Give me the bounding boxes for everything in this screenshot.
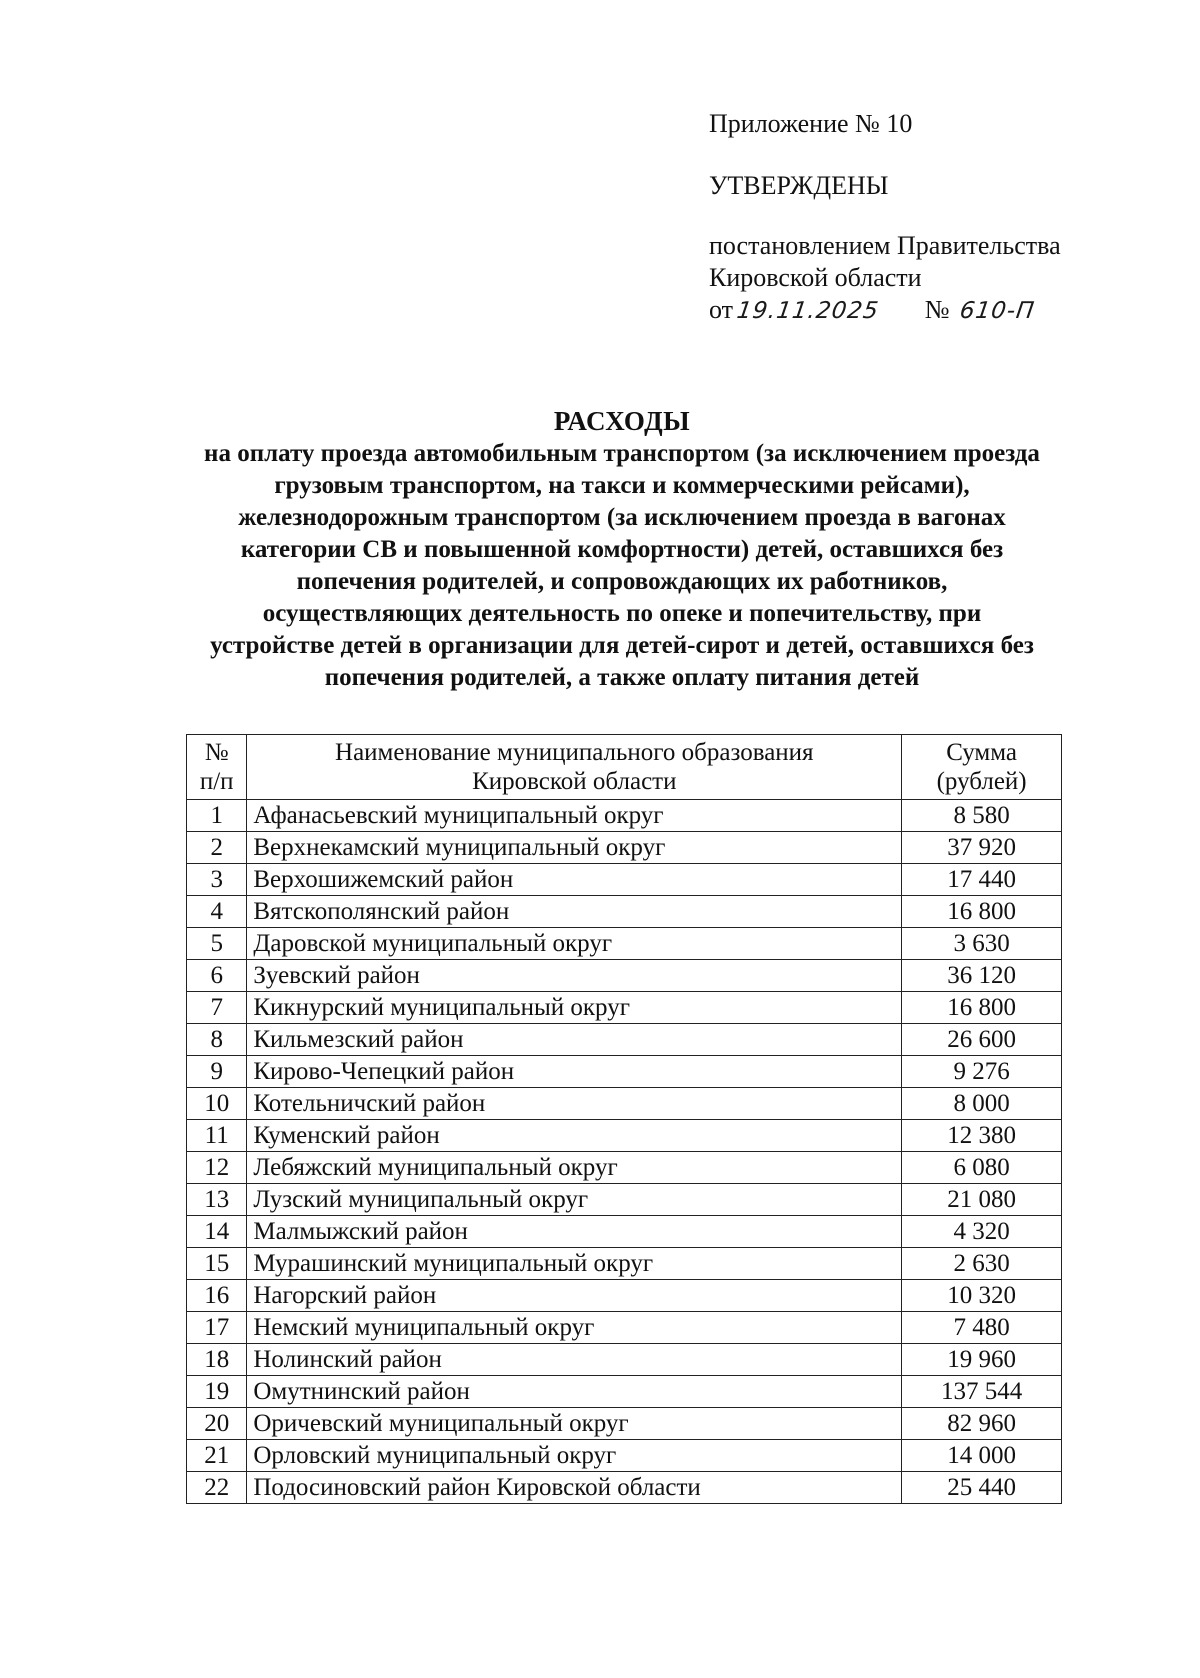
municipality-name: Афанасьевский муниципальный округ	[247, 800, 902, 832]
amount: 7 480	[902, 1312, 1062, 1344]
amount: 26 600	[902, 1024, 1062, 1056]
table-row	[187, 1344, 1062, 1376]
municipality-name: Лузский муниципальный округ	[247, 1184, 902, 1216]
table-row	[187, 1088, 1062, 1120]
amount: 19 960	[902, 1344, 1062, 1376]
amount: 9 276	[902, 1056, 1062, 1088]
approval-block	[709, 108, 1129, 327]
table-row	[187, 992, 1062, 1024]
table-row	[187, 864, 1062, 896]
document-title	[150, 404, 1094, 694]
table-row	[187, 928, 1062, 960]
municipality-name: Куменский район	[247, 1120, 902, 1152]
row-number: 21	[187, 1440, 247, 1472]
municipality-name: Кирово-Чепецкий район	[247, 1056, 902, 1088]
amount: 4 320	[902, 1216, 1062, 1248]
row-number: 20	[187, 1408, 247, 1440]
table-row	[187, 1184, 1062, 1216]
title-line: железнодорожным транспортом (за исключением проезда в вагонах	[238, 504, 1006, 531]
municipality-name: Кильмезский район	[247, 1024, 902, 1056]
title-line: устройстве детей в организации для детей-сирот и детей, оставшихся без	[210, 632, 1034, 659]
row-number: 3	[187, 864, 247, 896]
table-row	[187, 800, 1062, 832]
title-line: категории СВ и повышенной комфортности) детей, оставшихся без	[240, 536, 1004, 563]
title-line: попечения родителей, а также оплату питания детей	[324, 664, 920, 691]
municipality-name: Омутнинский район	[247, 1376, 902, 1408]
header-name: Наименование муниципального образования Кировской области	[247, 735, 902, 800]
municipality-name: Малмыжский район	[247, 1216, 902, 1248]
amount: 16 800	[902, 896, 1062, 928]
title-line: на оплату проезда автомобильным транспортом (за исключением проезда	[204, 440, 1040, 467]
row-number: 11	[187, 1120, 247, 1152]
header-number: № п/п	[187, 735, 247, 800]
row-number: 1	[187, 800, 247, 832]
row-number: 18	[187, 1344, 247, 1376]
municipality-name: Нагорский район	[247, 1280, 902, 1312]
municipality-name: Верхнекамский муниципальный округ	[247, 832, 902, 864]
row-number: 5	[187, 928, 247, 960]
amount: 10 320	[902, 1280, 1062, 1312]
table-row	[187, 896, 1062, 928]
row-number: 10	[187, 1088, 247, 1120]
amount: 36 120	[902, 960, 1062, 992]
amount: 2 630	[902, 1248, 1062, 1280]
row-number: 14	[187, 1216, 247, 1248]
row-number: 4	[187, 896, 247, 928]
amount: 12 380	[902, 1120, 1062, 1152]
municipality-name: Лебяжский муниципальный округ	[247, 1152, 902, 1184]
title-heading: РАСХОДЫ	[553, 406, 691, 436]
title-line: грузовым транспортом, на такси и коммерческими рейсами),	[274, 472, 970, 499]
row-number: 19	[187, 1376, 247, 1408]
table-row	[187, 1024, 1062, 1056]
table-row	[187, 1216, 1062, 1248]
amount: 21 080	[902, 1184, 1062, 1216]
municipality-name: Вятскополянский район	[247, 896, 902, 928]
table-row	[187, 1376, 1062, 1408]
amount: 25 440	[902, 1472, 1062, 1504]
amount: 16 800	[902, 992, 1062, 1024]
row-number: 7	[187, 992, 247, 1024]
municipality-name: Нолинский район	[247, 1344, 902, 1376]
row-number: 22	[187, 1472, 247, 1504]
amount: 3 630	[902, 928, 1062, 960]
table-row	[187, 1440, 1062, 1472]
header-sum: Сумма (рублей)	[902, 735, 1062, 800]
row-number: 15	[187, 1248, 247, 1280]
municipality-name: Кикнурский муниципальный округ	[247, 992, 902, 1024]
handwritten-date: 19.11.2025	[735, 298, 881, 324]
date-prefix: от	[709, 295, 734, 324]
row-number: 16	[187, 1280, 247, 1312]
table-row	[187, 832, 1062, 864]
amount: 6 080	[902, 1152, 1062, 1184]
row-number: 6	[187, 960, 247, 992]
row-number: 8	[187, 1024, 247, 1056]
appendix-number: Приложение № 10	[709, 109, 913, 138]
table-row	[187, 1312, 1062, 1344]
municipality-name: Орловский муниципальный округ	[247, 1440, 902, 1472]
title-line: осуществляющих деятельность по опеке и попечительству, при	[262, 600, 982, 627]
title-line: попечения родителей, и сопровождающих их работников,	[296, 568, 948, 595]
amount: 37 920	[902, 832, 1062, 864]
table-row	[187, 1056, 1062, 1088]
municipality-name: Мурашинский муниципальный округ	[247, 1248, 902, 1280]
amount: 8 000	[902, 1088, 1062, 1120]
amount: 8 580	[902, 800, 1062, 832]
municipality-name: Немский муниципальный округ	[247, 1312, 902, 1344]
municipality-name: Котельничский район	[247, 1088, 902, 1120]
table-row	[187, 1152, 1062, 1184]
amount: 137 544	[902, 1376, 1062, 1408]
resolution-line-1: постановлением Правительства	[709, 231, 1061, 260]
amount: 17 440	[902, 864, 1062, 896]
row-number: 2	[187, 832, 247, 864]
municipality-name: Верхошижемский район	[247, 864, 902, 896]
title-subtitle	[150, 438, 1094, 694]
resolution-date-number	[709, 294, 1129, 327]
municipality-name: Подосиновский район Кировской области	[247, 1472, 902, 1504]
row-number: 13	[187, 1184, 247, 1216]
expenses-table	[186, 734, 1062, 1504]
table-row	[187, 1408, 1062, 1440]
table-row	[187, 960, 1062, 992]
resolution-line-2: Кировской области	[709, 263, 922, 292]
table-header-row	[187, 735, 1062, 800]
municipality-name: Даровской муниципальный округ	[247, 928, 902, 960]
amount: 14 000	[902, 1440, 1062, 1472]
row-number: 17	[187, 1312, 247, 1344]
row-number: 9	[187, 1056, 247, 1088]
table-row	[187, 1248, 1062, 1280]
table-row	[187, 1280, 1062, 1312]
handwritten-number: 610-П	[957, 298, 1036, 324]
municipality-name: Зуевский район	[247, 960, 902, 992]
row-number: 12	[187, 1152, 247, 1184]
number-prefix: №	[924, 295, 950, 324]
table-row	[187, 1472, 1062, 1504]
amount: 82 960	[902, 1408, 1062, 1440]
table-row	[187, 1120, 1062, 1152]
municipality-name: Оричевский муниципальный округ	[247, 1408, 902, 1440]
approved-label: УТВЕРЖДЕНЫ	[709, 171, 889, 200]
